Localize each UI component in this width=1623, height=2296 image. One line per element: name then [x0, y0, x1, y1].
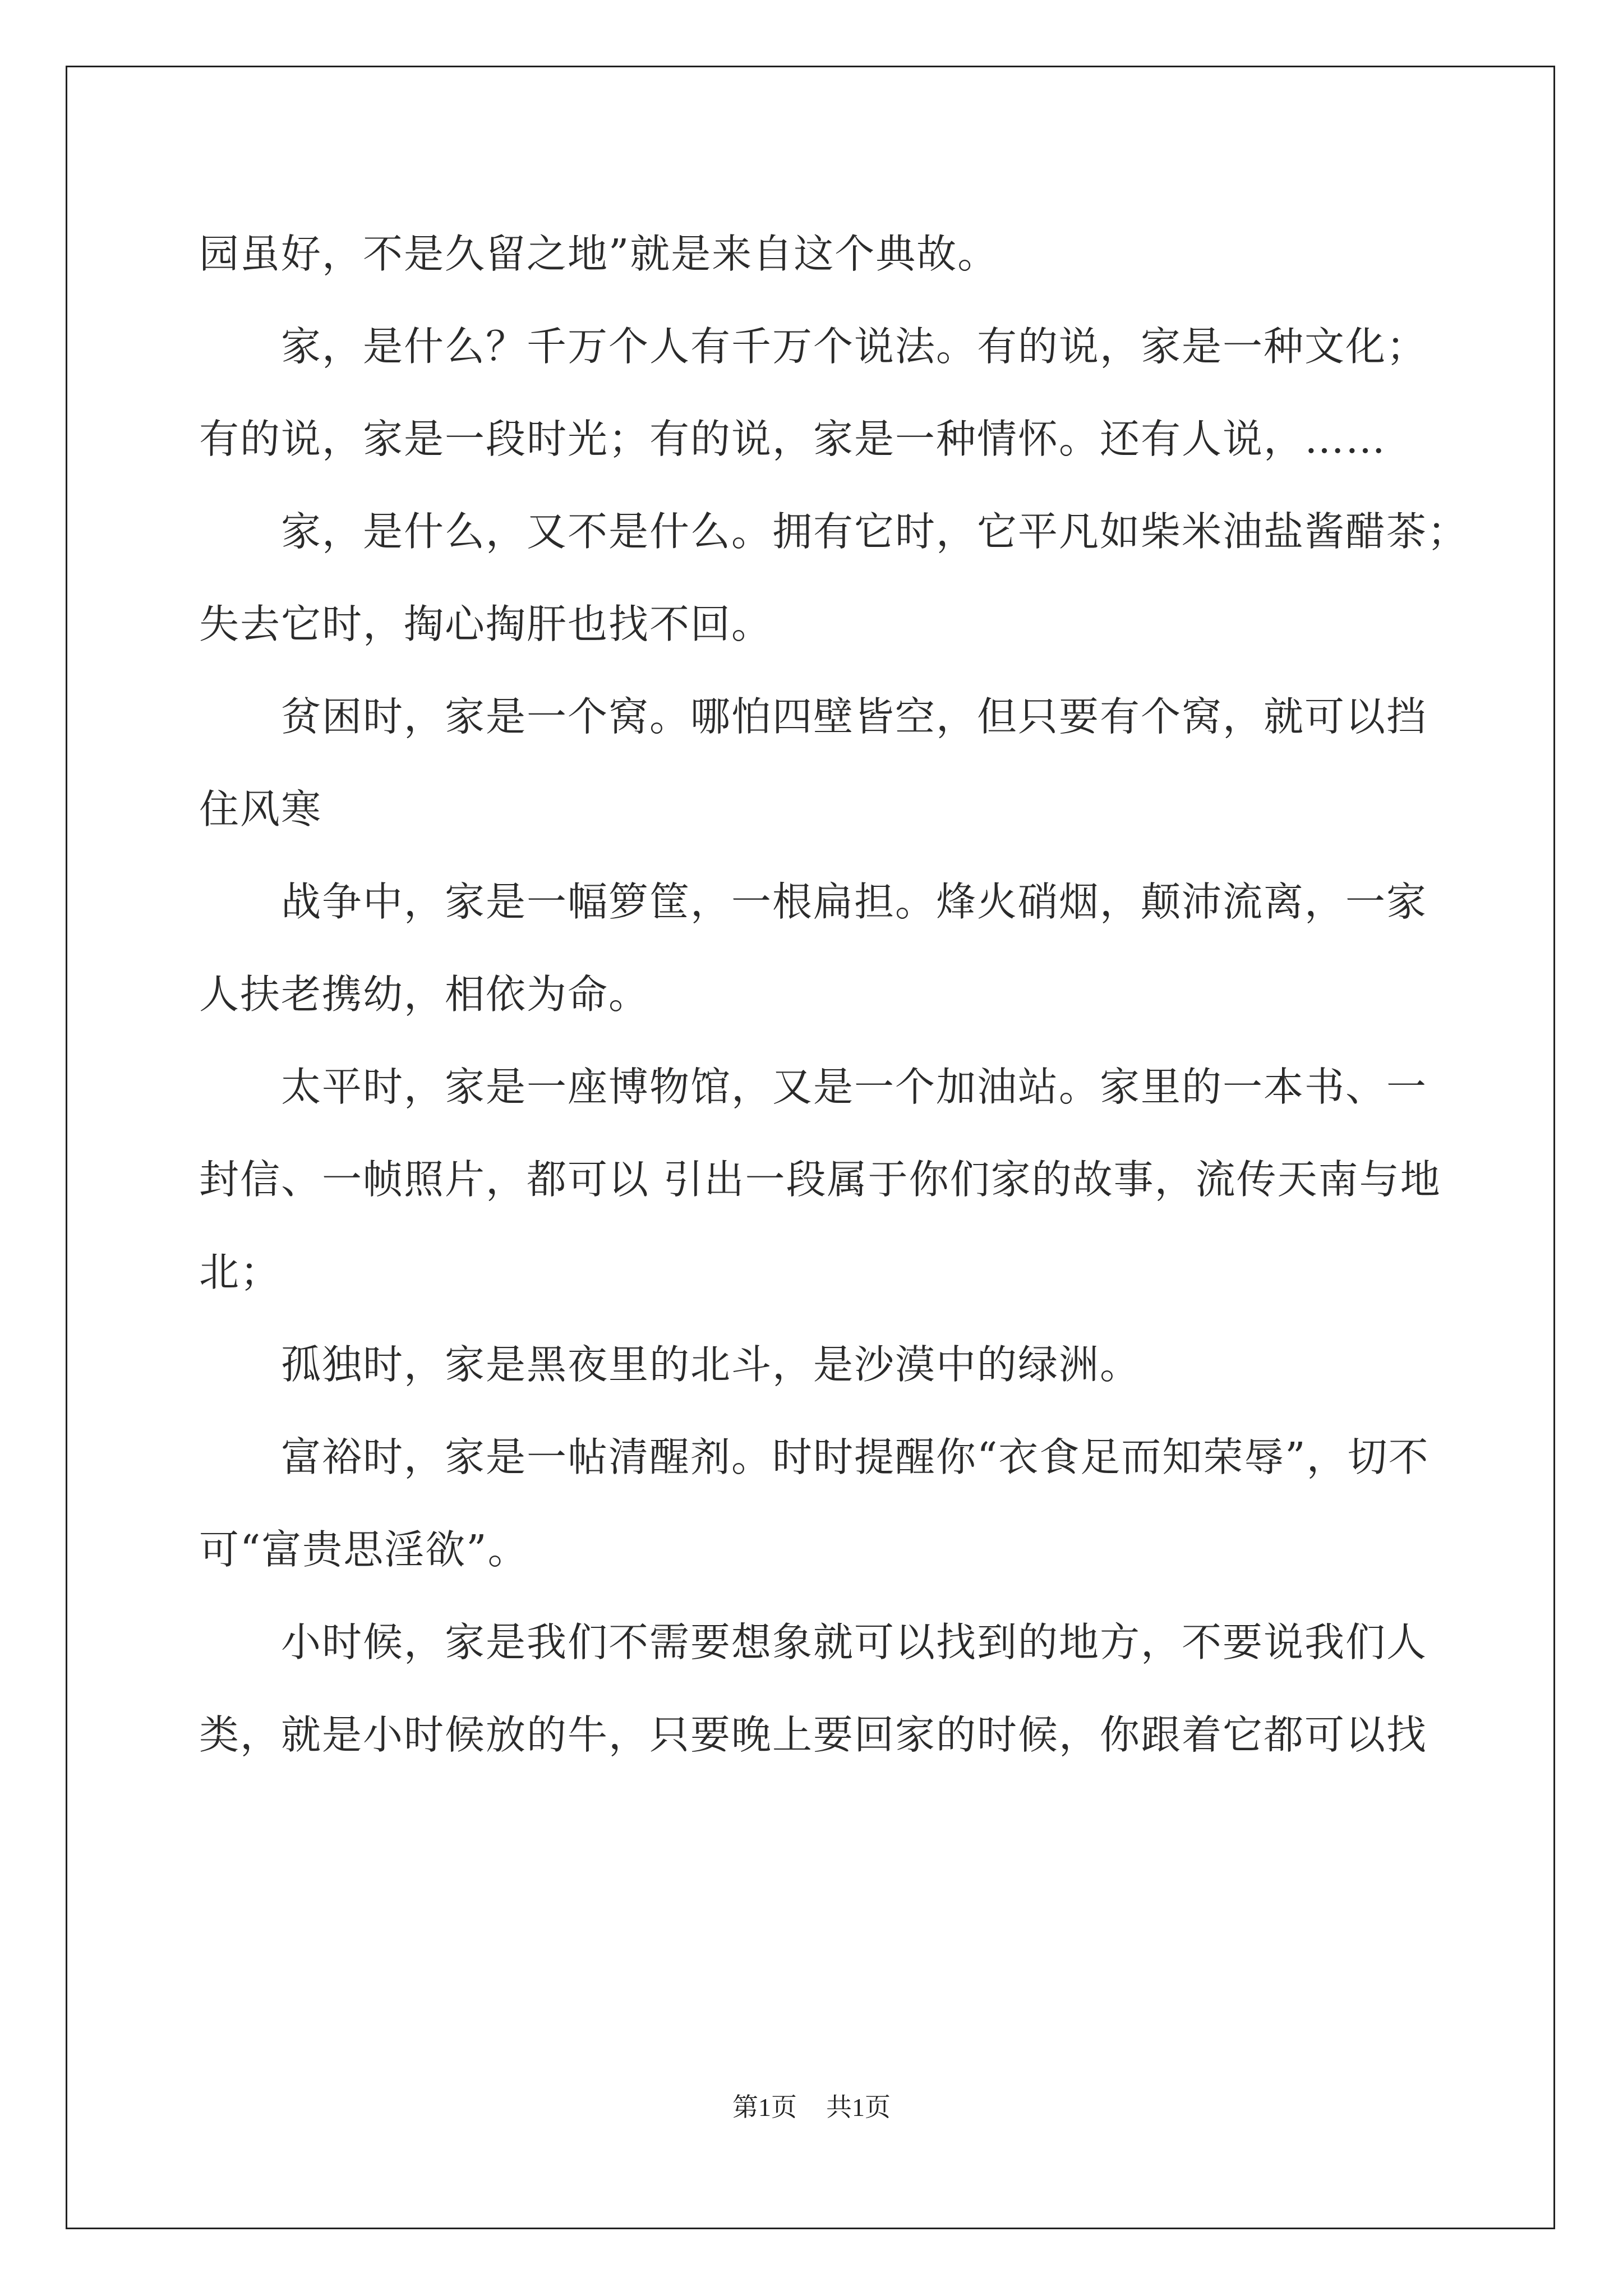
text-line: 园虽好，不是久留之地”就是来自这个典故。: [199, 231, 999, 277]
page-number-total: 共1页: [826, 2093, 891, 2122]
text-line: 小时候，家是我们不需要想象就可以找到的地方，不要说我们人: [281, 1619, 1428, 1665]
page-footer: [0, 2087, 1623, 2124]
text-line: 封信、一帧照片，都可以 引出一段属于你们家的故事，流传天南与地: [199, 1156, 1441, 1203]
page-number-current: 第1页: [732, 2093, 797, 2122]
document-body: [199, 208, 1469, 1781]
text-line: 失去它时，掏心掏肝也找不回。: [199, 601, 773, 647]
text-line: 战争中，家是一幅箩筐，一根扁担。烽火硝烟，颠沛流离，一家: [281, 878, 1428, 925]
text-line: 富裕时，家是一帖清醒剂。时时提醒你“衣食足而知荣辱”，切不: [281, 1434, 1430, 1480]
text-line: 北；: [199, 1249, 282, 1295]
text-line: 有的说，家是一段时光；有的说，家是一种情怀。还有人说，……: [199, 416, 1387, 462]
text-line: 家，是什么？千万个人有千万个说法。有的说，家是一种文化；: [281, 323, 1428, 370]
text-line: 住风寒: [199, 786, 322, 832]
text-line: 类，就是小时候放的牛，只要晚上要回家的时候，你跟着它都可以找: [199, 1711, 1428, 1758]
text-line: 可“富贵思淫欲”。: [199, 1526, 529, 1573]
text-line: 家，是什么，又不是什么。拥有它时，它平凡如柴米油盐酱醋茶；: [281, 508, 1469, 555]
text-line: 人扶老携幼，相依为命。: [199, 971, 650, 1018]
text-line: 孤独时，家是黑夜里的北斗，是沙漠中的绿洲。: [281, 1341, 1141, 1388]
text-line: 太平时，家是一座博物馆，又是一个加油站。家里的一本书、一: [281, 1064, 1428, 1110]
text-line: 贫困时，家是一个窝。哪怕四壁皆空，但只要有个窝，就可以挡: [281, 693, 1428, 740]
